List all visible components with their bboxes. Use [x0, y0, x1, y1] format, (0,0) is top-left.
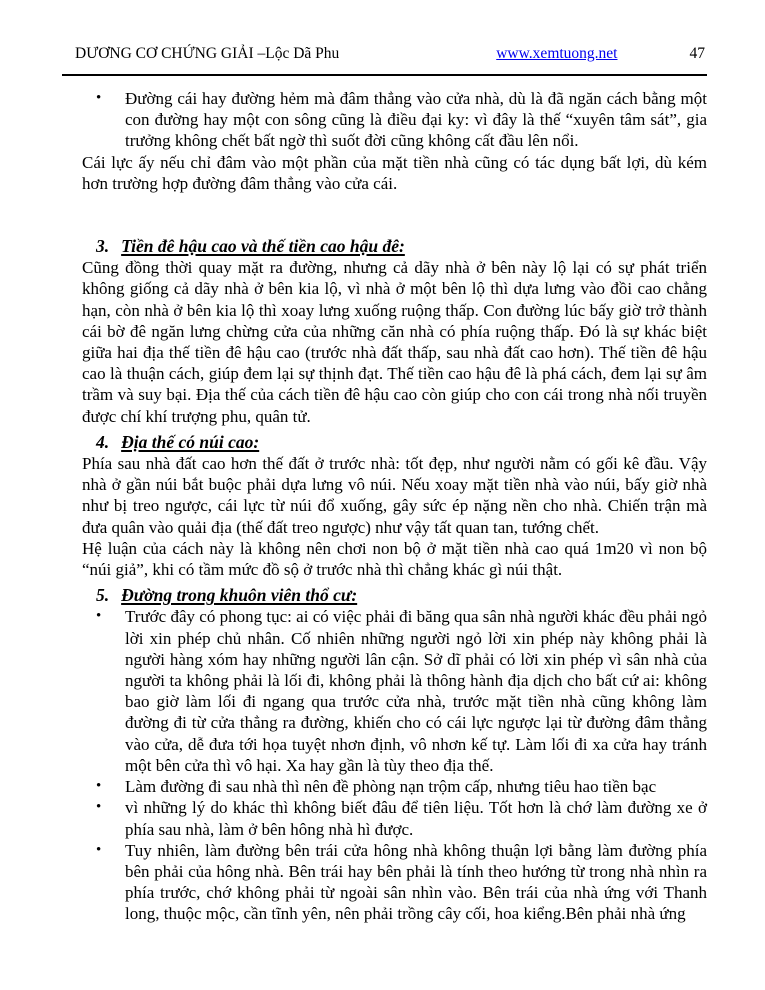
website-link[interactable]: www.xemtuong.net — [496, 45, 618, 62]
bullet-icon: • — [96, 841, 102, 858]
section-title: Địa thế có núi cao: — [121, 431, 260, 452]
section-4-paragraph: Hệ luận của cách này là không nên chơi non bộ ở mặt tiền nhà cao quá 1m20 vì non bộ “núi giả”, khi có tầm mức đồ sộ ở trước nhà thì chẳng khác gì núi thật. — [82, 538, 707, 580]
section-heading-3 — [82, 236, 707, 257]
bullet-icon: • — [96, 90, 102, 106]
intro-bullet-paragraph: Đường cái hay đường hẻm mà đâm thẳng vào cửa nhà, dù là đã ngăn cách bằng một con đường hay một con sông cũng là điều đại ky: vì đây là thế “xuyên tâm sát”, gia trưởng không chết bất ngờ thì suốt đời cũng không cất đầu lên nổi. — [125, 89, 707, 151]
bullet-icon: • — [96, 778, 102, 795]
section-heading-4 — [82, 432, 707, 453]
list-item — [82, 88, 707, 152]
document-body — [0, 76, 765, 925]
running-header-title: DƯƠNG CƠ CHỨNG GIẢI –Lộc Dã Phu — [75, 45, 340, 62]
section-heading-5 — [82, 585, 707, 606]
section-title: Đường trong khuôn viên thổ cư: — [121, 585, 358, 606]
bullet-icon: • — [96, 799, 102, 816]
section-3-paragraph: Cũng đồng thời quay mặt ra đường, nhưng cả dãy nhà ở bên này lộ lại có sự phát triển không giống cả dãy nhà ở bên kia lộ, vì nhà ở một bên lộ thì dựa lưng vào đồi cao chẳng hạn, còn nhà ở bên kia lộ thì xoay lưng xuống ruộng thấp. Con đường lúc bấy giờ trở thành cái bờ đê ngăn lưng chừng cửa của những căn nhà có phía ruộng thấp. Đó là sự khác biệt giữa hai địa thế tiền đê hậu cao (trước nhà đất thấp, sau nhà đất cao hơn). Thế tiền đê hậu cao là thuận cách, giúp đem lại sự thịnh đạt. Thế tiền cao hậu đê là phá cách, đem lại sự âm trầm và suy bại. Địa thế của cách tiền đê hậu cao còn giúp cho con cái trong nhà nối truyền được chí khí trượng phu, quân tử. — [82, 258, 707, 426]
section-4-paragraph: Phía sau nhà đất cao hơn thế đất ở trước nhà: tốt đẹp, như người nằm có gối kê đầu. Vậy nhà ở gần núi bắt buộc phải dựa lưng vô núi. Nếu xoay mặt tiền nhà vào núi, bấy giờ nhà như bị treo ngược, cái lực từ núi đổ xuống, gây sức ép nặng nền cho nhà. Chiến trận mà đưa quân vào quải địa (thế đất treo ngược) như vậy tất quan tan, tướng chết. — [82, 454, 707, 537]
section-5-bullet: Tuy nhiên, làm đường bên trái cửa hông nhà không thuận lợi bằng làm đường phía bên phải của hông nhà. Bên trái hay bên phải là tính theo hướng từ trong nhà nhìn ra phía trước, chớ không phải từ ngoài sân nhìn vào. Bên trái của nhà ứng với Thanh long, thuộc mộc, cần tĩnh yên, nên phải trồng cây cối, hoa kiểng.Bên phải nhà ứng — [125, 840, 707, 924]
list-item — [82, 797, 707, 839]
list-item — [82, 776, 707, 797]
list-item — [82, 840, 707, 925]
section-number: 5. — [96, 585, 110, 606]
intro-paragraph: Cái lực ấy nếu chỉ đâm vào một phần của mặt tiền nhà cũng có tác dụng bất lợi, dù kém hơn trường hợp đường đâm thẳng vào cửa cái. — [82, 152, 707, 193]
bullet-icon: • — [96, 608, 102, 625]
list-item — [82, 606, 707, 776]
page-header — [75, 44, 705, 63]
section-5-bullet: vì những lý do khác thì không biết đâu để tiên liệu. Tốt hơn là chớ làm đường xe ở phía sau nhà, làm ở bên hông nhà hì được. — [125, 798, 707, 839]
page-number: 47 — [689, 45, 705, 62]
section-number: 4. — [96, 431, 110, 452]
section-number: 3. — [96, 236, 110, 257]
section-5-bullet: Làm đường đi sau nhà thì nên đề phòng nạn trộm cấp, nhưng tiêu hao tiền bạc — [125, 777, 657, 797]
section-5-bullet: Trước đây có phong tục: ai có việc phải đi băng qua sân nhà người khác đều phải ngỏ lời xin phép chủ nhân. Cố nhiên những người ngỏ lời xin phép này không phải là người hàng xóm hay những người lân cận. Sở dĩ phải có lời xin phép vì sân nhà của người ta không phải là lối đi, không phải là thông hành địa dịch cho bất cứ ai: không bao giờ làm lối đi ngang qua trước cửa nhà, trước mặt tiền nhà cũng không làm đường đi từ cửa thẳng ra đường, khiến cho có cái lực ngược lại từ đường đâm thẳng vào cửa, dễ đưa tới họa tuyệt nhơn định, vô nhơn kế tự. Làm lối đi xa cửa hay tránh một bên cửa thì vô hại. Xa hay gần là tùy theo địa thế. — [125, 607, 707, 775]
section-title: Tiền đê hậu cao và thế tiền cao hậu đê: — [121, 236, 405, 257]
